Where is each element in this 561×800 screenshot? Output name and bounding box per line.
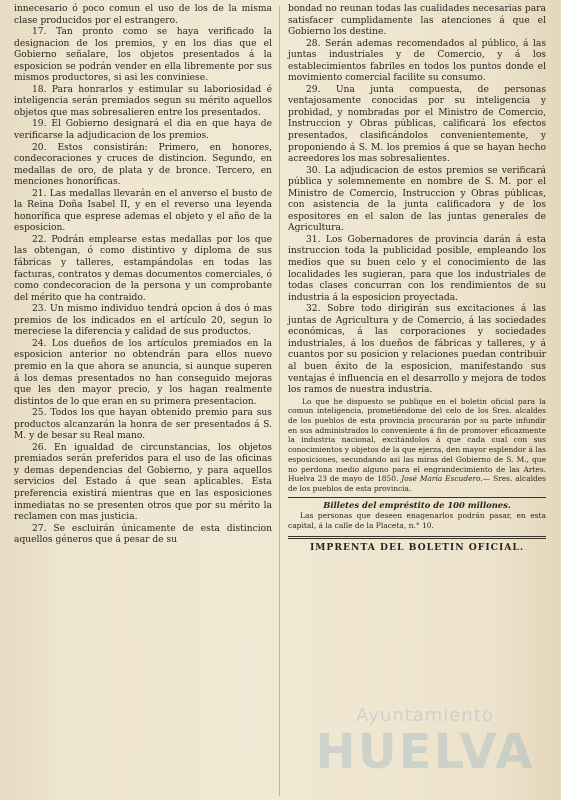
article-paragraph xyxy=(288,85,546,166)
article-paragraph xyxy=(14,143,272,189)
article-number: 23. xyxy=(32,304,47,315)
article-text: Serán ademas recomendados al público, á las juntas industriales y de Comercio, y á los establecimientos fabriles en todos los puntos donde el movimiento comercial facilite su consumo. xyxy=(288,38,546,84)
article-paragraph xyxy=(288,304,546,396)
decree-date: Huelva 23 de mayo de 1850. xyxy=(288,474,399,484)
article-number: 31. xyxy=(306,234,321,245)
article-paragraph xyxy=(14,408,272,443)
article-text: Una junta compuesta, de personas ventajosamente conocidas por su inteligencia y probidad, y nombradas por el Ministro de Comercio, Instruccion y Obras públicas, calificará los efectos presentados, clasificándolos convenientemente, y proponiendo á S. M. los premios á que se hayan hecho acreedores los mas sobresalientes. xyxy=(288,84,546,165)
notice-body: Las personas que deseen enagenarlos podrán pasar, en esta capital, á la calle de la Placeta, n.° 10. xyxy=(288,511,546,530)
decree-signature: José María Escudero. xyxy=(401,474,483,484)
article-text: En igualdad de circunstancias, los objetos premiados serán preferidos para el uso de las oficinas y demas dependencias del Gobierno, y para aquellos servicios del Estado á que sean aplicables. Esta preferencia existirá mientras que en las esposiciones inmediatas no se presenten otros que por su mérito la reclamen con mas justicia. xyxy=(14,442,272,523)
left-lead-paragraph: innecesario ó poco comun el uso de los de la misma clase producidos por el estrangero. xyxy=(14,4,272,26)
article-paragraph xyxy=(14,443,272,524)
decree-text: Lo que he dispuesto se publique en el boletin oficial para la comun inteligencia, prometiéndome del celo de los Sres. alcaldes de los pueblos de esta provincia procurarán por su parte infundir en sus administrados lo conveniente á fin de promover eficazmente la industria nacional, excitándolos á que cada cual con sus conocimientos y objetos de la que ejerza, den mayor esplendor á las esposiciones, secundando asi las miras del Gobierno de S. M., que no perdona medio alguno para el engrandecimiento de las Artes. xyxy=(288,396,546,474)
article-paragraph xyxy=(288,39,546,85)
article-number: 20. xyxy=(32,142,47,153)
article-text: Estos consistirán: Primero, en honores, condecoraciones y cruces de distincion. Segundo, en medallas de oro, de plata y de bronce. Tercero, en menciones honoríficas. xyxy=(14,142,272,188)
watermark-main-text: HUELVA xyxy=(315,724,535,780)
article-paragraph xyxy=(14,27,272,85)
article-text: Todos los que hayan obtenido premio para sus productos alcanzarán la honra de ser presentados á S. M. y de besar su Real mano. xyxy=(14,408,272,442)
article-text: El Gobierno designará el dia en que haya de verificarse la adjudicacion de los premios. xyxy=(14,119,272,142)
article-text: Podrán emplearse estas medallas por los que las obtengan, ó como distintivo y diploma de sus fábricas y talleres, estampándolas en todas las facturas, contratos y demas documentos comerciales, ó como condecoracion de la persona y un comprobante del mérito que ha contraido. xyxy=(14,234,272,303)
article-paragraph xyxy=(288,166,546,235)
article-number: 28. xyxy=(306,38,321,49)
article-paragraph xyxy=(14,189,272,235)
archive-watermark xyxy=(300,705,550,778)
notice-top-rule xyxy=(288,497,546,498)
article-text: Sobre todo dirigirán sus excitaciones á las juntas de Agricultura y de Comercio, á las sociedades económicas, á las corporaciones y sociedades industriales, á los dueños de fábricas y talleres, y á cuantos por su posicion y relaciones puedan contribuir al buen éxito de la esposicion, manifestando sus ventajas é influencia en el desarrollo y mejora de todos los ramos de nuestra industria. xyxy=(288,304,546,396)
article-paragraph xyxy=(14,524,272,547)
imprint: IMPRENTA DEL BOLETIN OFICIAL. xyxy=(309,542,525,554)
article-text: Las medallas llevarán en el anverso el busto de la Reina Doña Isabel II, y en el reverso una leyenda honorífica que esprese ademas el objeto y el año de la esposicion. xyxy=(14,188,272,234)
article-number: 27. xyxy=(32,523,47,534)
article-text: La adjudicacion de estos premios se verificará pública y solemnemente en nombre de S. M. por el Ministro de Comercio, Instruccion y Obras públicas, con asistencia de la junta calificadora y de los espositores en el salon de las juntas generales de Agricultura. xyxy=(288,165,546,234)
right-articles xyxy=(288,39,546,397)
column-divider xyxy=(279,6,280,796)
article-text: Para honrarlos y estimular su laboriosidad é inteligencia serán premiados segun su mérito aquellos objetos que mas sobresalieren entre los presentados. xyxy=(14,84,273,118)
article-paragraph xyxy=(14,119,272,142)
article-paragraph xyxy=(14,304,272,339)
imprint-rule xyxy=(288,536,546,539)
article-number: 32. xyxy=(306,304,321,315)
article-number: 26. xyxy=(32,442,47,453)
article-number: 24. xyxy=(32,338,47,349)
article-number: 22. xyxy=(32,234,47,245)
decree-closing: Sres. alcaldes de los pueblos de esta provincia. xyxy=(288,474,546,493)
article-number: 21. xyxy=(32,188,47,199)
article-number: 18. xyxy=(32,84,47,95)
article-text: Los dueños de los artículos premiados en la esposicion anterior no obtendrán para ellos nuevo premio en la que ahora se anuncia, si aunque superen á los demas presentados no han conseguido mejoras que les den mayor precio, y los hagan realmente distintos de lo que eran en su primera presentacion. xyxy=(14,338,272,407)
article-number: 29. xyxy=(306,84,321,95)
watermark-top-text: Ayuntamiento xyxy=(356,705,494,726)
article-paragraph xyxy=(288,235,546,304)
article-number: 17. xyxy=(32,27,47,38)
decree-paragraph: Lo que he dispuesto se publique en el boletin oficial para la comun inteligencia, prometiéndome del celo de los Sres. alcaldes de los pueblos de esta provincia procurarán por su parte infundir en sus administrados lo conveniente á fin de promover eficazmente la industria nacional, excitándolos á que cada cual con sus conocimientos y objetos de la que ejerza, den mayor esplendor á las esposiciones, secundando asi las miras del Gobierno de S. M., que no perdona medio alguno para el engrandecimiento de las Artes. Huelva 23 de mayo de 1850. José María Escudero.— Sres. alcaldes de los pueblos de esta provincia. xyxy=(288,396,546,493)
right-column xyxy=(288,4,546,554)
article-paragraph xyxy=(14,235,272,304)
left-column xyxy=(14,4,272,547)
article-text: Tan pronto como se haya verificado la designacion de los premios, y en los dias que el Gobierno señalare, los objetos presentados á la esposicion se podrán vender en ella libremente por sus mismos productores, si asi les conviniese. xyxy=(14,27,272,84)
article-paragraph xyxy=(14,339,272,408)
article-text: Los Gobernadores de provincia darán á esta instruccion toda la publicidad posible, empleando los medios que su buen celo y el conocimiento de las localidades les sugieran, para que los industriales de todas clases concurran con los rendimientos de su industria á la esposicion proyectada. xyxy=(288,234,546,303)
article-number: 19. xyxy=(32,119,47,130)
article-number: 25. xyxy=(32,408,47,419)
notice-title: Billetes del empréstito de 100 millones. xyxy=(323,499,511,510)
article-text: Se escluirán únicamente de esta distincion aquellos géneros que á pesar de su xyxy=(14,523,272,546)
article-text: Un mismo individuo tendrá opcion á dos ó mas premios de los indicados en el artículo 20, segun lo mereciese la diferencia y calidad de sus productos. xyxy=(14,304,272,338)
right-lead-paragraph: bondad no reunan todas las cualidades necesarias para satisfacer cumplidamente las atenciones á que el Gobierno los destine. xyxy=(288,4,546,38)
article-paragraph xyxy=(14,85,272,120)
article-number: 30. xyxy=(306,165,321,176)
